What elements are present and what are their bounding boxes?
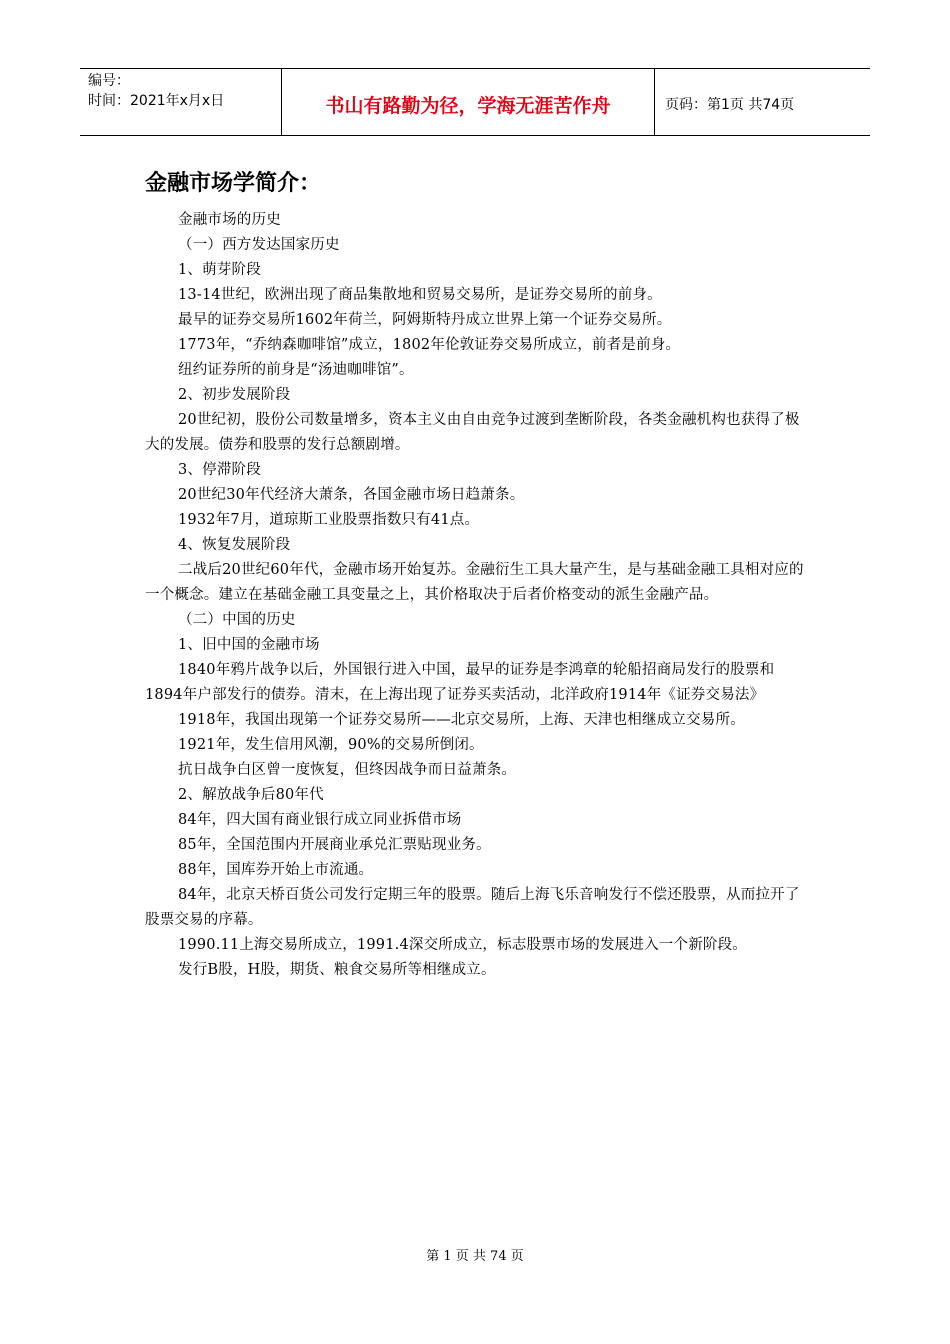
paragraph: 20世纪初，股份公司数量增多，资本主义由自由竞争过渡到垄断阶段，各类金融机构也获得了极大的发展。债券和股票的发行总额剧增。	[145, 412, 800, 453]
paragraph: 纽约证券所的前身是“汤迪咖啡馆”。	[178, 362, 414, 378]
paragraph: （二）中国的历史	[178, 612, 296, 628]
paragraph: 最早的证券交易所1602年荷兰，阿姆斯特丹成立世界上第一个证券交易所。	[178, 312, 672, 328]
paragraph: 85年，全国范围内开展商业承兑汇票贴现业务。	[178, 837, 491, 853]
paragraph: 2、初步发展阶段	[178, 387, 291, 403]
paragraph: 88年，国库券开始上市流通。	[178, 862, 374, 878]
header-time-label: 时间：2021年x月x日	[88, 93, 225, 109]
paragraph: 20世纪30年代经济大萧条，各国金融市场日趋萧条。	[178, 487, 525, 503]
paragraph: （一）西方发达国家历史	[178, 237, 340, 253]
paragraph: 发行B股，H股，期货、粮食交易所等相继成立。	[178, 962, 496, 978]
paragraph: 1773年，“乔纳森咖啡馆”成立，1802年伦敦证券交易所成立，前者是前身。	[178, 337, 681, 353]
paragraph: 1932年7月，道琼斯工业股票指数只有41点。	[178, 512, 480, 528]
document-header	[80, 68, 870, 136]
paragraph: 13-14世纪，欧洲出现了商品集散地和贸易交易所，是证券交易所的前身。	[178, 287, 662, 303]
paragraph: 二战后20世纪60年代，金融市场开始复苏。金融衍生工具大量产生，是与基础金融工具相对应的一个概念。建立在基础金融工具变量之上，其价格取决于后者价格变动的派生金融产品。	[145, 562, 804, 603]
header-meta	[80, 69, 282, 135]
paragraph: 1921年，发生信用风潮，90%的交易所倒闭。	[178, 737, 484, 753]
header-page-label: 页码：第1页 共74页	[665, 97, 795, 113]
page-footer: 第 1 页 共 74 页	[426, 1249, 524, 1264]
document-body	[145, 168, 810, 983]
paragraph: 2、解放战争后80年代	[178, 787, 324, 803]
paragraph: 1、旧中国的金融市场	[178, 637, 320, 653]
paragraph: 1990.11上海交易所成立，1991.4深交所成立，标志股票市场的发展进入一个新阶段。	[178, 937, 747, 953]
paragraph: 金融市场的历史	[178, 212, 281, 228]
header-number-label: 编号：	[88, 73, 130, 89]
paragraph: 1918年，我国出现第一个证券交易所——北京交易所，上海、天津也相继成立交易所。	[178, 712, 745, 728]
paragraph: 4、恢复发展阶段	[178, 537, 291, 553]
paragraph: 84年，北京天桥百货公司发行定期三年的股票。随后上海飞乐音响发行不偿还股票，从而拉开了股票交易的序幕。	[145, 887, 800, 928]
paragraph: 1840年鸦片战争以后，外国银行进入中国，最早的证券是李鸿章的轮船招商局发行的股票和1894年户部发行的债券。清末，在上海出现了证券买卖活动，北洋政府1914年《证券交易法》	[145, 662, 775, 703]
paragraph-list	[145, 208, 810, 983]
paragraph: 1、萌芽阶段	[178, 262, 261, 278]
paragraph: 3、停滞阶段	[178, 462, 261, 478]
document-title: 金融市场学简介：	[145, 171, 322, 196]
paragraph: 抗日战争白区曾一度恢复，但终因战争而日益萧条。	[178, 762, 517, 778]
paragraph: 84年，四大国有商业银行成立同业拆借市场	[178, 812, 462, 828]
header-motto: 书山有路勤为径，学海无涯苦作舟	[282, 69, 655, 135]
